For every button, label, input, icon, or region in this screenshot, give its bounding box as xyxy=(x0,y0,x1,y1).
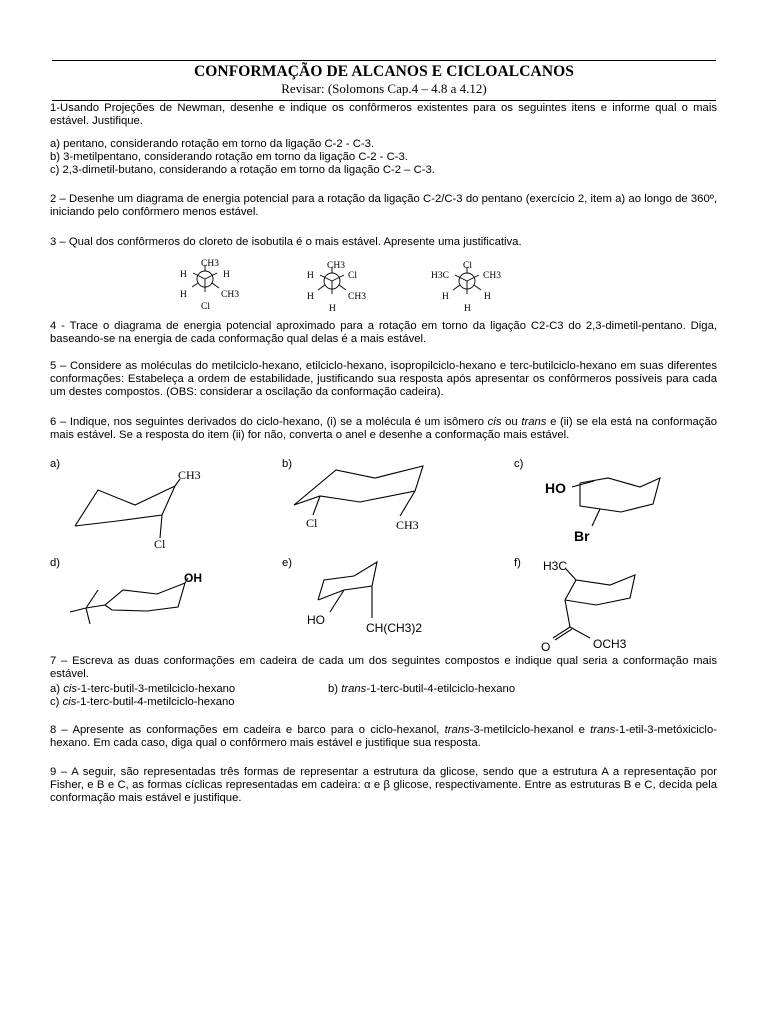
structure-d xyxy=(70,571,202,624)
question-8: 8 – Apresente as conformações em cadeira e barco para o ciclo-hexanol, trans-3-metilciclo-hexanol e trans-1-etil-3-metóxiciclo-hexano. Em cada caso, diga qual o confôrmero mais estável e justifique sua resposta. xyxy=(50,724,717,750)
structure-b-cl: Cl xyxy=(306,516,318,530)
structure-f-o: O xyxy=(541,640,551,654)
structure-e-isopropyl: CH(CH3)2 xyxy=(366,621,423,635)
question-7-item-a: a) cis-1-terc-butil-3-metilciclo-hexano xyxy=(50,683,236,695)
structure-label-c: c) xyxy=(514,458,524,470)
newman-1-bottom: Cl xyxy=(201,302,210,312)
newman-3-upper-right: CH3 xyxy=(483,271,501,281)
structure-b xyxy=(294,466,423,532)
question-9: 9 – A seguir, são representadas três formas de representar a estrutura da glicose, sendo que a estrutura A a representação por Fisher, e B e C, as formas cíclicas representadas em cadeira: α e β glicose, respectivamente. Entre as estruturas B e C, decida pela conformação mais estável e justifique. xyxy=(50,766,717,805)
newman-3-lower-left: H xyxy=(442,292,449,302)
newman-2-lower-right: CH3 xyxy=(348,292,366,302)
structure-e-ho: HO xyxy=(307,613,325,627)
question-6-part-1: 6 – Indique, nos seguintes derivados do ciclo-hexano, (i) se a molécula é um isômero xyxy=(50,416,488,428)
newman-1-upper-left: H xyxy=(180,270,187,280)
newman-2-lower-left: H xyxy=(307,292,314,302)
structure-a xyxy=(75,468,201,551)
structure-label-e: e) xyxy=(282,557,293,569)
question-1: 1-Usando Projeções de Newman, desenhe e indique os confôrmeros existentes para os seguintes itens e informe qual o mais estável. Justifique. xyxy=(50,102,717,128)
newman-3-upper-left: H3C xyxy=(431,271,449,281)
question-3: 3 – Qual dos confôrmeros do cloreto de isobutila é o mais estável. Apresente uma justificativa. xyxy=(50,236,522,248)
structure-label-a: a) xyxy=(50,458,61,470)
question-6-part-2: ou xyxy=(501,416,522,428)
newman-3-lower-right: H xyxy=(484,292,491,302)
newman-2-upper-left: H xyxy=(307,271,314,281)
question-6-part-3: e (ii) se ela está na conformação mais estável. Se a resposta do item (ii) for não, converta o anel e desenhe a conformação mais estável. xyxy=(50,416,718,442)
question-6-trans: trans xyxy=(521,416,547,428)
newman-2-bottom: H xyxy=(329,304,336,314)
question-4: 4 - Trace o diagrama de energia potencial aproximado para a rotação em torno da ligação C2-C3 do 2,3-dimetil-pentano. Diga, baseando-se na energia de cada conformação qual delas é a mais estável. xyxy=(50,320,717,346)
structure-label-b: b) xyxy=(282,458,293,470)
structure-label-f: f) xyxy=(514,557,521,569)
structure-f-och3: OCH3 xyxy=(593,637,627,651)
newman-1-lower-right: CH3 xyxy=(221,290,239,300)
question-5: 5 – Considere as moléculas do metilciclo-hexano, etilciclo-hexano, isopropilciclo-hexano e terc-butilciclo-hexano em suas diferentes conformações: Estabeleça a ordem de estabilidade, justificando sua resposta após apresentar os confôrmeros possíveis para cada um destes compostos. (OBS: considerar a oscilação da conformação cadeira). xyxy=(50,360,717,399)
question-1-item-c: c) 2,3-dimetil-butano, considerando a rotação em torno da ligação C-2 – C-3. xyxy=(50,164,435,176)
newman-3-bottom: H xyxy=(464,304,471,314)
structure-c-br: Br xyxy=(574,528,590,544)
structure-b-ch3: CH3 xyxy=(396,518,419,532)
newman-1-upper-right: H xyxy=(223,270,230,280)
structure-label-d: d) xyxy=(50,557,61,569)
structure-f xyxy=(541,559,635,654)
newman-3-top: Cl xyxy=(463,261,472,271)
structure-c-ho: HO xyxy=(545,480,566,496)
page-subtitle: Revisar: (Solomons Cap.4 – 4.8 a 4.12) xyxy=(281,81,487,96)
page-title: CONFORMAÇÃO DE ALCANOS E CICLOALCANOS xyxy=(193,63,575,80)
structure-f-h3c: H3C xyxy=(543,559,568,573)
structure-a-ch3: CH3 xyxy=(178,468,201,482)
newman-2-top: CH3 xyxy=(327,261,345,271)
question-1-item-a: a) pentano, considerando rotação em torno da ligação C-2 - C-3. xyxy=(50,138,375,150)
structure-d-oh: OH xyxy=(184,571,202,585)
question-1-item-b: b) 3-metilpentano, considerando rotação em torno da ligação C-2 - C-3. xyxy=(50,151,408,163)
question-7: 7 – Escreva as duas conformações em cadeira de cada um dos seguintes compostos e indique qual seria a conformação mais estável. xyxy=(50,655,717,681)
question-6-cis: cis xyxy=(487,416,502,428)
structure-a-cl: Cl xyxy=(154,537,166,551)
structure-c xyxy=(545,478,660,544)
question-7-item-b: b) trans-1-terc-butil-4-etilciclo-hexano xyxy=(328,683,516,695)
newman-1-lower-left: H xyxy=(180,290,187,300)
question-2: 2 – Desenhe um diagrama de energia potencial para a rotação da ligação C-2/C-3 do pentano (exercício 2, item a) ao longo de 360º, iniciando pelo confôrmero menos estável. xyxy=(50,193,717,219)
question-7-item-c: c) cis-1-terc-butil-4-metilciclo-hexano xyxy=(50,696,235,708)
newman-1-top: CH3 xyxy=(201,259,219,269)
newman-2-upper-right: Cl xyxy=(348,271,357,281)
structure-e xyxy=(307,562,422,635)
